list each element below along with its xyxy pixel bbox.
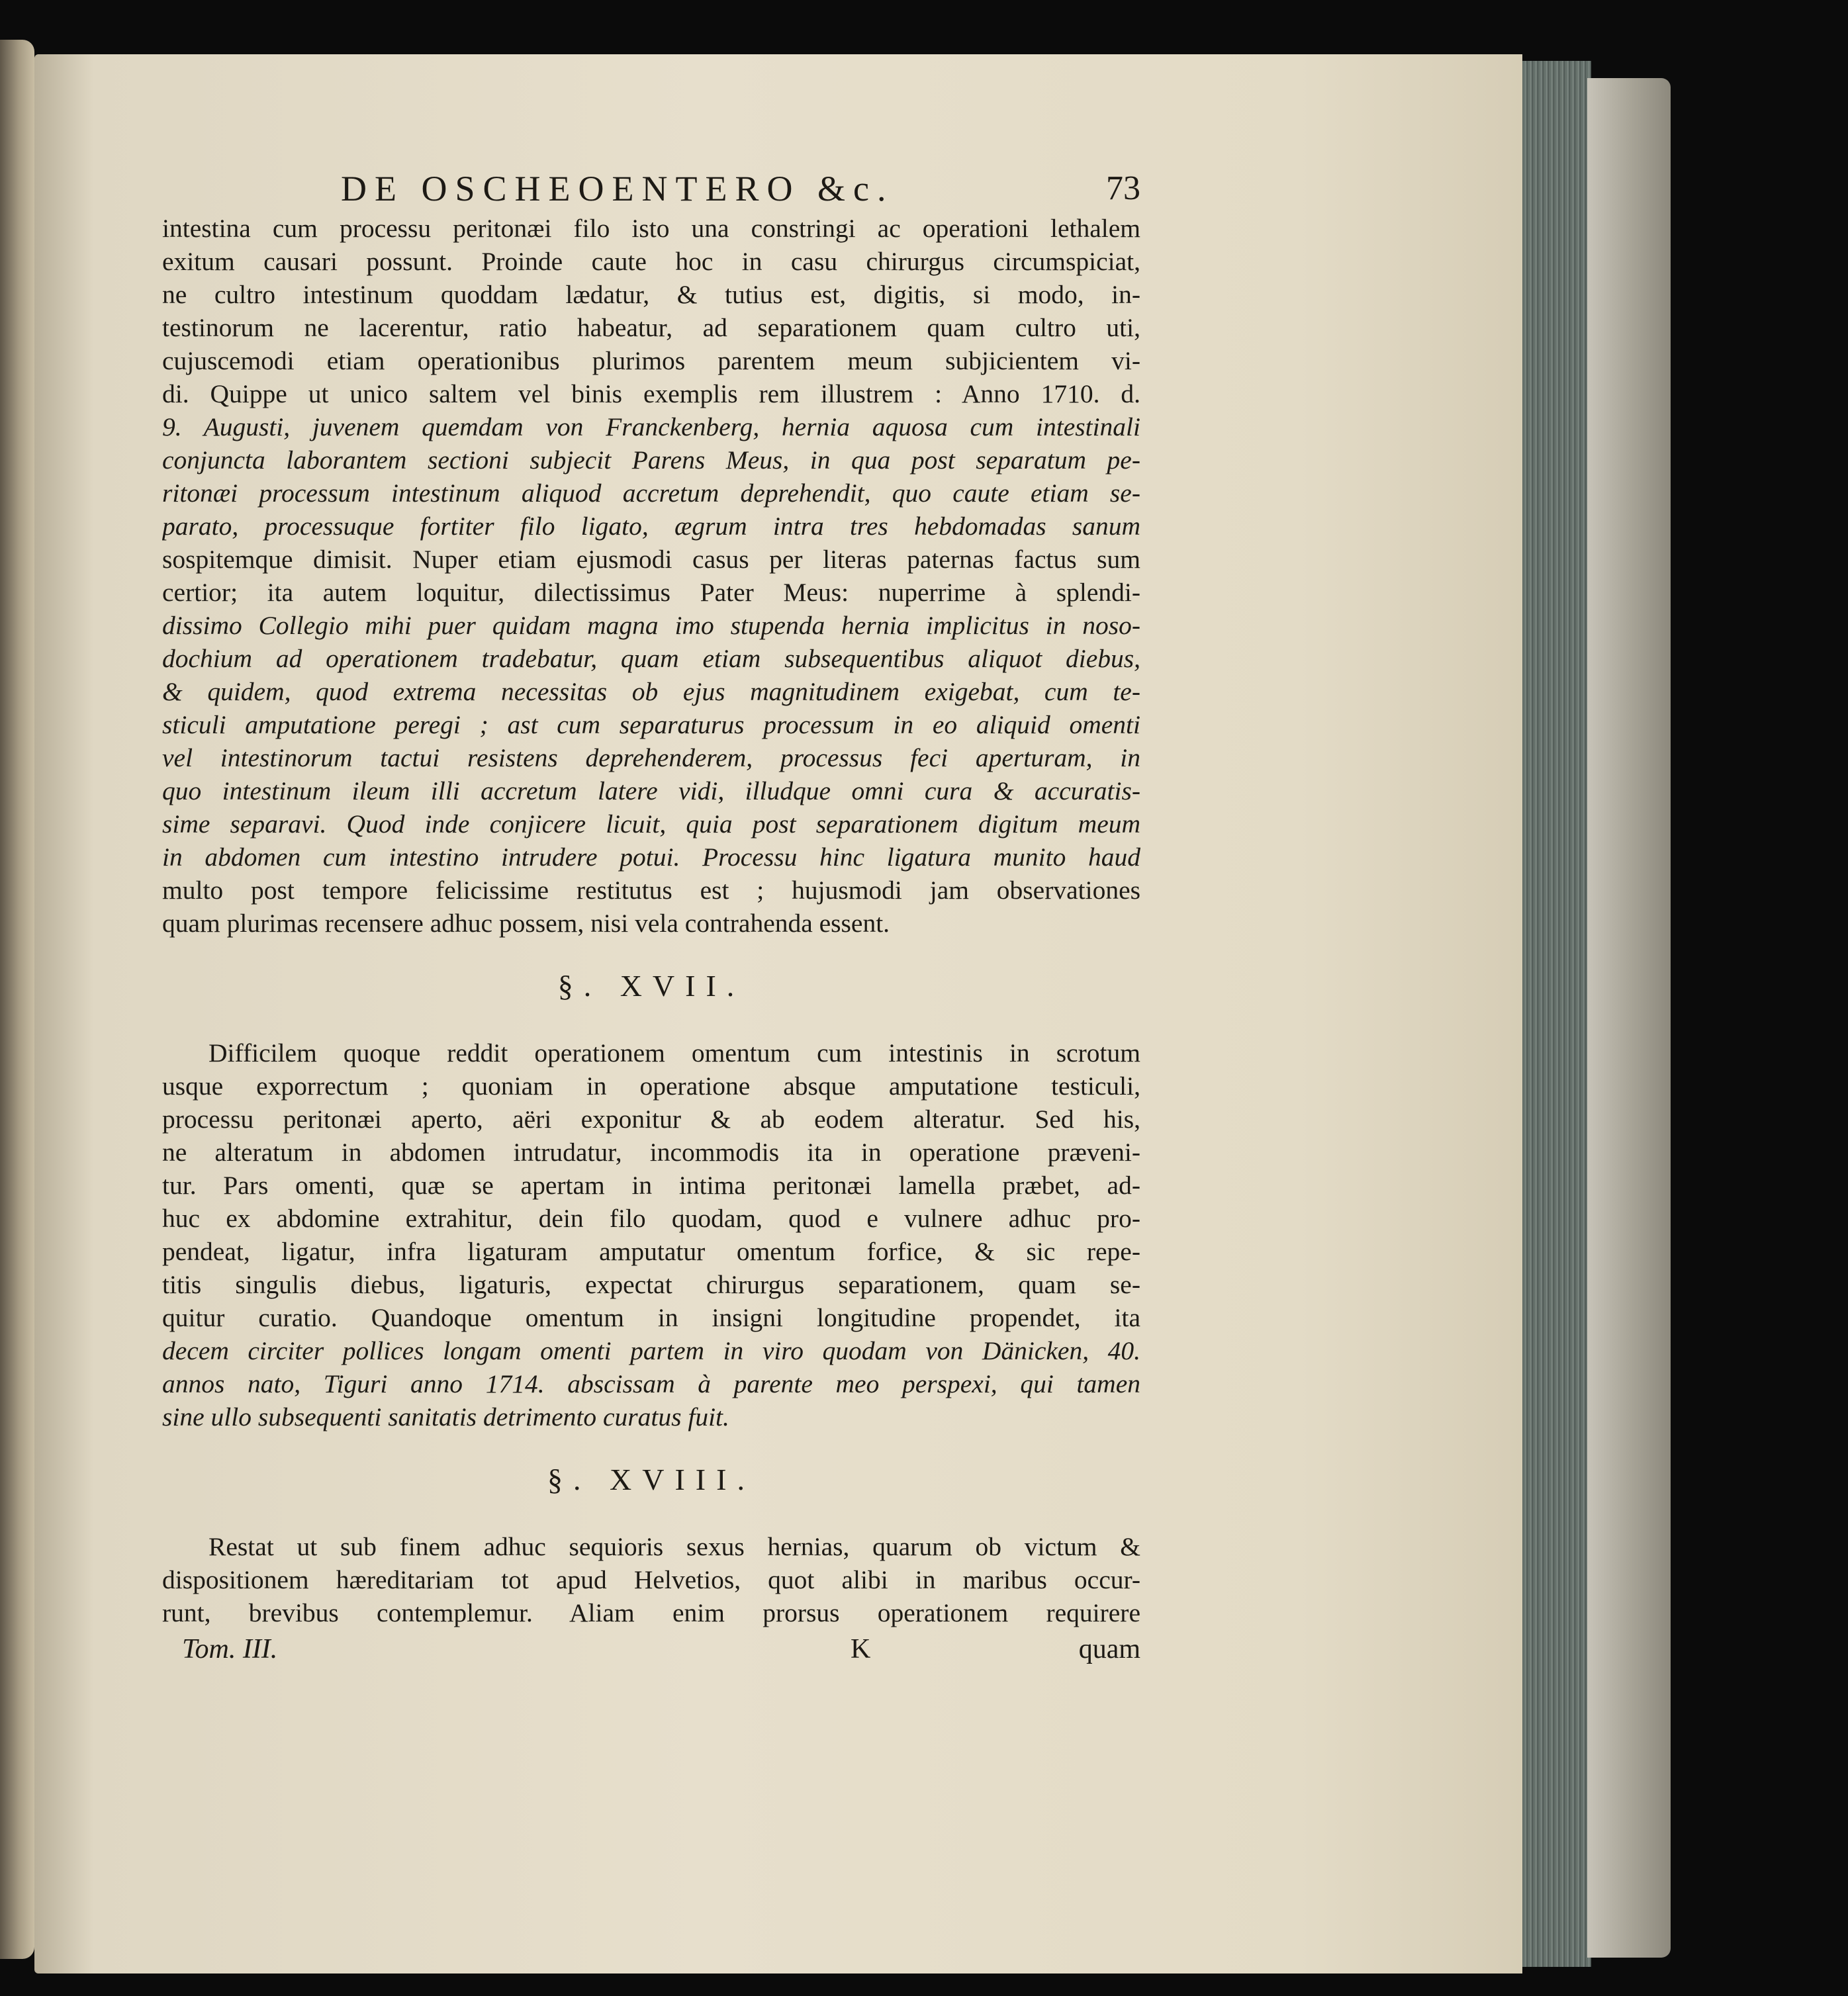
text-line: & quidem, quod extrema necessitas ob ejus magnitudinem exigebat, cum te-	[162, 677, 1140, 706]
text-line: in abdomen cum intestino intrudere potui. Processu hinc ligatura munito haud	[162, 842, 1140, 872]
paragraph-1	[162, 212, 1140, 940]
page-content	[162, 165, 1140, 1669]
text-line: ne alteratum in abdomen intrudatur, incommodis ita in operatione præveni-	[162, 1138, 1140, 1167]
text-line: ritonæi processum intestinum aliquod accretum deprehendit, quo caute etiam se-	[162, 478, 1140, 508]
text-line: cujuscemodi etiam operationibus plurimos parentem meum subjicientem vi-	[162, 346, 1140, 375]
text-line: testinorum ne lacerentur, ratio habeatur, ad separationem quam cultro uti,	[162, 313, 1140, 342]
text-line: quo intestinum ileum illi accretum latere vidi, illudque omni cura & accuratis-	[162, 776, 1140, 805]
text-line: quam plurimas recensere adhuc possem, nisi vela contrahenda essent.	[162, 909, 890, 938]
text-line: certior; ita autem loquitur, dilectissimus Pater Meus: nuperrime à splendi-	[162, 578, 1140, 607]
text-line: parato, processuque fortiter filo ligato, ægrum intra tres hebdomadas sanum	[162, 512, 1140, 541]
section-heading-17: §. XVII.	[557, 969, 745, 1003]
text-line: vel intestinorum tactui resistens deprehenderem, processus feci aperturam, in	[162, 743, 1140, 772]
text-line: dissimo Collegio mihi puer quidam magna imo stupenda hernia implicitus in noso-	[162, 611, 1140, 640]
text-line: runt, brevibus contemplemur. Aliam enim prorsus operationem requirere	[162, 1598, 1140, 1627]
text-line: sospitemque dimisit. Nuper etiam ejusmodi casus per literas paternas factus sum	[162, 545, 1140, 574]
text-line: dispositionem hæreditariam tot apud Helvetios, quot alibi in maribus occur-	[162, 1565, 1140, 1594]
text-line: tur. Pars omenti, quæ se apertam in intima peritonæi lamella præbet, ad-	[162, 1171, 1140, 1200]
text-line: conjuncta laborantem sectioni subjecit Parens Meus, in qua post separatum pe-	[162, 445, 1140, 475]
paragraph-2	[162, 1036, 1140, 1433]
text-line: pendeat, ligatur, infra ligaturam amputatur omentum forfice, & sic repe-	[162, 1237, 1140, 1266]
page-footer	[162, 1629, 1140, 1669]
section-heading-18: §. XVIII.	[547, 1463, 755, 1496]
text-line: Difficilem quoque reddit operationem omentum cum intestinis in scrotum	[208, 1038, 1140, 1067]
text-line: quitur curatio. Quandoque omentum in insigni longitudine propendet, ita	[162, 1303, 1140, 1332]
text-line: exitum causari possunt. Proinde caute hoc in casu chirurgus circumspiciat,	[162, 247, 1140, 276]
text-line: usque exporrectum ; quoniam in operatione absque amputatione testiculi,	[162, 1071, 1140, 1101]
text-line: titis singulis diebus, ligaturis, expectat chirurgus separationem, quam se-	[162, 1270, 1140, 1299]
page-block-edge	[1510, 61, 1591, 1967]
text-line: multo post tempore felicissime restitutus est ; hujusmodi jam observationes	[162, 876, 1140, 905]
text-line: decem circiter pollices longam omenti partem in viro quodam von Dänicken, 40.	[162, 1336, 1140, 1365]
signature-mark: K	[851, 1634, 871, 1664]
text-line: sine ullo subsequenti sanitatis detrimento curatus fuit.	[162, 1402, 729, 1431]
text-line: processu peritonæi aperto, aëri exponitur & ab eodem alteratur. Sed his,	[162, 1105, 1140, 1134]
text-line: sime separavi. Quod inde conjicere licuit, quia post separationem digitum meum	[162, 809, 1140, 839]
text-line: sticuli amputatione peregi ; ast cum separaturus processum in eo aliquid omenti	[162, 710, 1140, 739]
previous-page-edge	[0, 40, 34, 1959]
paragraph-3	[162, 1530, 1140, 1629]
volume-label: Tom. III.	[182, 1634, 278, 1664]
text-line: annos nato, Tiguri anno 1714. abscissam à parente meo perspexi, qui tamen	[162, 1369, 1140, 1398]
book-cover-edge	[1587, 78, 1671, 1958]
text-line: huc ex abdomine extrahitur, dein filo quodam, quod e vulnere adhuc pro-	[162, 1204, 1140, 1233]
running-head-title: DE OSCHEOENTERO &c.	[341, 169, 894, 208]
text-line: 9. Augusti, juvenem quemdam von Franckenberg, hernia aquosa cum intestinali	[162, 412, 1140, 441]
text-line: dochium ad operationem tradebatur, quam etiam subsequentibus aliquot diebus,	[162, 644, 1140, 673]
text-line: ne cultro intestinum quoddam lædatur, & tutius est, digitis, si modo, in-	[162, 280, 1140, 309]
text-line: intestina cum processu peritonæi filo isto una constringi ac operationi lethalem	[162, 214, 1140, 243]
text-line: Restat ut sub finem adhuc sequioris sexus hernias, quarum ob victum &	[208, 1532, 1140, 1561]
catchword: quam	[1078, 1634, 1140, 1664]
running-head	[162, 165, 1140, 212]
text-line: di. Quippe ut unico saltem vel binis exemplis rem illustrem : Anno 1710. d.	[162, 379, 1140, 408]
page-number: 73	[1106, 169, 1140, 207]
